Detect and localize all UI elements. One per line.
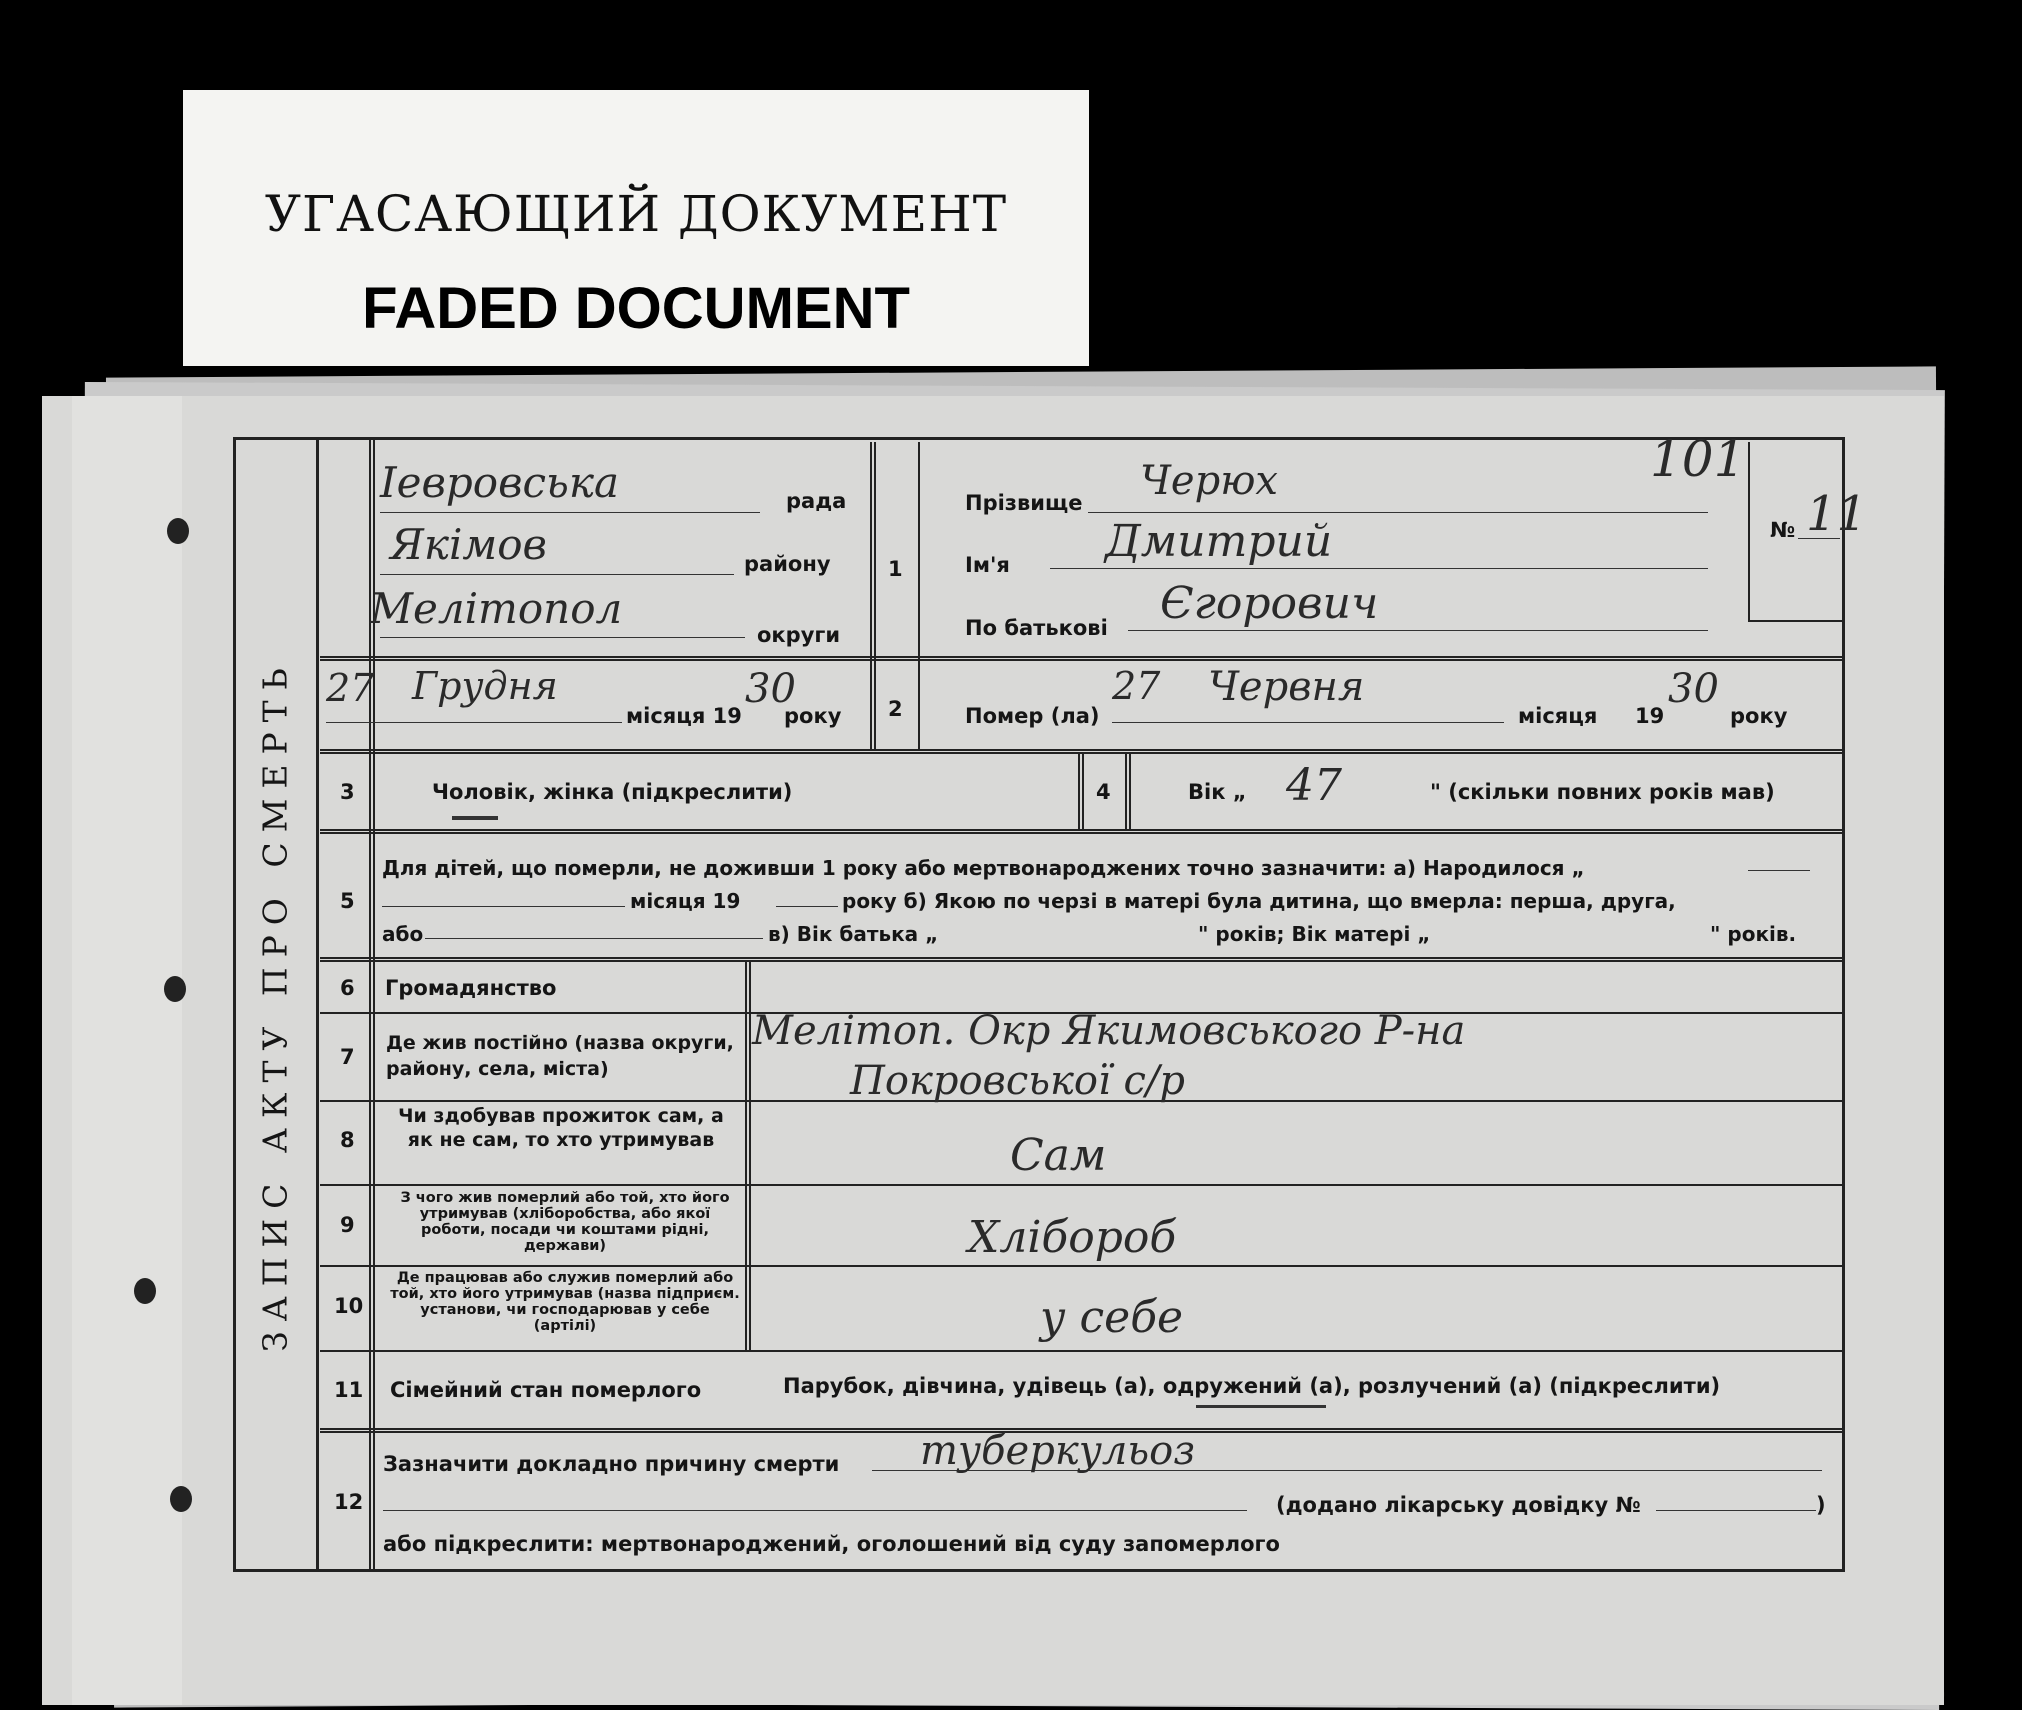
row-number-12: 12 — [334, 1490, 364, 1514]
registration-year: 30 — [745, 666, 796, 712]
cause-of-death-line-2 — [383, 1510, 1247, 1511]
binder-hole — [170, 1486, 192, 1512]
medical-certificate-label: (додано лікарську довідку № — [1276, 1493, 1641, 1517]
row-divider — [320, 1350, 1845, 1352]
registration-month: Грудня — [412, 664, 558, 708]
marital-status-options: Парубок, дівчина, удівець (а), одружений (а), розлучений (а) (підкреслити) — [783, 1374, 1721, 1398]
death-year-label: року — [1730, 704, 1788, 728]
record-number-label: № — [1770, 518, 1796, 542]
residence-value-1: Мелітоп. Окр Якимовського Р-на — [752, 1008, 1466, 1054]
surname-line — [1088, 512, 1708, 513]
infant-line-1: Для дітей, що померли, не доживши 1 року або мертвонароджених точно зазначити: а) Народилося „ — [382, 856, 1585, 880]
sex-underline — [452, 816, 498, 820]
binder-hole — [167, 518, 189, 544]
okrug-label: округи — [757, 623, 841, 647]
label-russian: УГАСАЮЩИЙ ДОКУМЕНТ — [264, 185, 1008, 243]
infant-month-label: місяця 19 — [630, 889, 741, 913]
row-number-5: 5 — [340, 889, 355, 913]
tape-strip — [72, 396, 182, 1705]
age-value: 47 — [1286, 760, 1342, 811]
infant-or-label: або — [382, 922, 424, 946]
row-number-2: 2 — [888, 697, 903, 721]
patronymic-value: Єгорович — [1160, 578, 1379, 629]
death-month-label: місяця — [1518, 704, 1598, 728]
row3-right-border — [1078, 752, 1084, 829]
cause-of-death-label: Зазначити докладно причину смерти — [383, 1452, 840, 1476]
row-number-11: 11 — [334, 1378, 364, 1402]
marital-status-underline — [1196, 1405, 1326, 1408]
occupation-value: Хлібороб — [968, 1212, 1177, 1263]
record-number-value: 11 — [1806, 486, 1868, 542]
death-date-line — [1112, 722, 1504, 723]
raion-label: району — [744, 552, 831, 576]
row-number-1: 1 — [888, 557, 903, 581]
infant-line-2: року б) Якою по черзі в матері була дитина, що вмерла: перша, друга, — [842, 889, 1676, 913]
citizenship-label: Громадянство — [385, 976, 557, 1000]
infant-birth-date-line — [382, 906, 625, 907]
form-title: ЗАПИС АКТУ ПРО СМЕРТЬ — [255, 658, 294, 1352]
livelihood-value: Сам — [1010, 1130, 1107, 1181]
row-number-7: 7 — [340, 1045, 355, 1069]
name-label: Ім'я — [965, 553, 1010, 577]
patronymic-line — [1128, 630, 1708, 631]
row-number-border — [918, 442, 920, 749]
mother-age-end: " років. — [1710, 922, 1797, 946]
form-title-vertical — [233, 440, 319, 1570]
died-label: Помер (ла) — [965, 704, 1100, 728]
name-value: Дмитрий — [1105, 516, 1333, 567]
age-label-start: Вік „ — [1188, 780, 1247, 804]
medical-certificate-end: ) — [1816, 1493, 1826, 1517]
rada-line — [380, 512, 760, 513]
raion-line — [380, 574, 734, 575]
row-number-3: 3 — [340, 780, 355, 804]
row-divider — [320, 1184, 1845, 1186]
residence-value-2: Покровської с/р — [850, 1058, 1185, 1104]
stillborn-declared-label: або підкреслити: мертвонароджений, оголошений від суду запомерлого — [383, 1532, 1280, 1556]
row-number-9: 9 — [340, 1213, 355, 1237]
rada-value: Іевровська — [380, 458, 620, 507]
label-english: FADED DOCUMENT — [362, 276, 910, 341]
surname-label: Прізвище — [965, 491, 1083, 515]
mother-age-label: " років; Вік матері „ — [1198, 922, 1431, 946]
patronymic-label: По батькові — [965, 616, 1108, 640]
row-divider — [320, 1265, 1845, 1267]
rada-label: рада — [786, 489, 847, 513]
row-number-4: 4 — [1096, 780, 1111, 804]
row-divider — [320, 656, 1845, 661]
residence-label: Де жив постійно (назва округи, району, села, міста) — [386, 1032, 734, 1080]
livelihood-label: Чи здобував прожиток сам, а як не сам, то хто утримував — [398, 1105, 724, 1151]
binder-hole — [134, 1278, 156, 1304]
row-number-8: 8 — [340, 1128, 355, 1152]
age-label-end: " (скільки повних років мав) — [1430, 780, 1775, 804]
row-divider — [320, 829, 1845, 834]
row4-number-border — [1125, 752, 1131, 829]
okrug-line — [380, 637, 745, 638]
row-number-10: 10 — [334, 1294, 364, 1318]
okrug-value: Мелітопол — [370, 584, 623, 633]
death-day: 27 — [1112, 664, 1161, 708]
workplace-value: у себе — [1040, 1292, 1184, 1343]
row-number-6: 6 — [340, 976, 355, 1000]
workplace-label: Де працював або служив померлий або той, хто його утримував (назва підприєм. установи, чи господарював у себе (артілі) — [390, 1270, 740, 1334]
label-value-border — [745, 960, 751, 1350]
occupation-label: З чого жив померлий або той, хто його утримував (хліборобства, або якої роботи, посади чи коштами рідні, держави) — [400, 1190, 730, 1254]
raion-value: Якімов — [390, 520, 547, 569]
registration-date-line — [326, 722, 622, 723]
father-age-label: в) Вік батька „ — [768, 922, 939, 946]
registration-month-label: місяця 19 — [626, 704, 742, 728]
header-column-border — [870, 442, 876, 749]
infant-birth-day-line — [1748, 870, 1810, 871]
cause-of-death-value: туберкульоз — [920, 1428, 1196, 1474]
top-right-mark: 101 — [1650, 430, 1746, 488]
surname-value: Черюх — [1140, 458, 1278, 504]
infant-year-line — [776, 906, 838, 907]
infant-order-line — [425, 938, 763, 939]
death-year: 30 — [1668, 666, 1719, 712]
record-number-bottom — [1748, 620, 1845, 622]
binder-hole — [164, 976, 186, 1002]
faded-document-label — [183, 90, 1089, 366]
sex-label: Чоловік, жінка (підкреслити) — [432, 780, 793, 804]
death-month: Червня — [1208, 664, 1365, 710]
registration-day: 27 — [326, 666, 375, 710]
record-number-border — [1748, 442, 1750, 620]
medical-certificate-line — [1656, 1510, 1816, 1511]
name-line — [1050, 568, 1708, 569]
death-year-prefix: 19 — [1635, 704, 1665, 728]
row-divider — [320, 957, 1845, 962]
registration-year-label: року — [784, 704, 842, 728]
marital-status-label: Сімейний стан померлого — [390, 1378, 702, 1402]
